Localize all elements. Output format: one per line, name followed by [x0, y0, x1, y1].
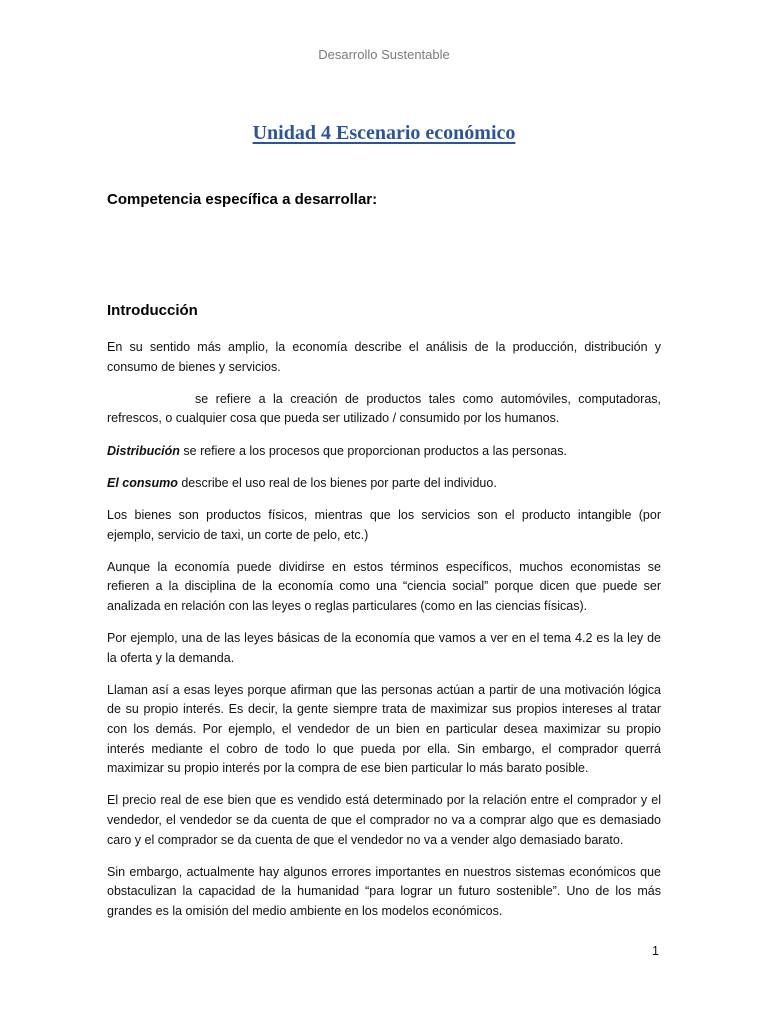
body-text — [107, 338, 661, 934]
paragraph-8: Llaman así a esas leyes porque afirman que las personas actúan a partir de una motivación lógica de su propio interés. Es decir, la gente siempre trata de maximizar sus propios intereses al tratar con los demás. Por ejemplo, el vendedor de un bien en particular desea maximizar su propio interés mediante el cobro de todo lo que pueda por ella. Sin embargo, el comprador querrá maximizar su propio interés por la compra de ese bien particular lo más barato posible. — [107, 682, 661, 776]
paragraph-2-text: se refiere a la creación de productos tales como automóviles, computadoras, refrescos, o cualquier cosa que pueda ser utilizado / consumido por los humanos. — [107, 391, 661, 426]
term-distribucion: Distribución — [107, 443, 180, 458]
paragraph-7: Por ejemplo, una de las leyes básicas de la economía que vamos a ver en el tema 4.2 es la ley de la oferta y la demanda. — [107, 631, 661, 665]
heading-competencia: Competencia específica a desarrollar: — [107, 191, 378, 208]
document-title: Unidad 4 Escenario económico — [252, 122, 516, 144]
paragraph-4-text: describe el uso real de los bienes por parte del individuo. — [177, 475, 497, 490]
paragraph-6: Aunque la economía puede dividirse en estos términos específicos, muchos economistas se refieren a la disciplina de la economía como una “ciencia social” porque dicen que puede ser analizada en relación con las leyes o reglas particulares (como en las ciencias físicas). — [107, 559, 661, 613]
running-header: Desarrollo Sustentable — [318, 47, 450, 62]
paragraph-2 — [107, 390, 661, 429]
paragraph-1: En su sentido más amplio, la economía describe el análisis de la producción, distribución y consumo de bienes y servicios. — [107, 340, 661, 374]
heading-introduccion: Introducción — [107, 302, 198, 319]
paragraph-4 — [107, 474, 661, 494]
paragraph-9: El precio real de ese bien que es vendido está determinado por la relación entre el comprador y el vendedor, el vendedor se da cuenta de que el comprador no va a comprar algo que es demasiado caro y el comprador se da cuenta de que el vendedor no va a vender algo demasiado barato. — [107, 793, 661, 847]
paragraph-5: Los bienes son productos físicos, mientras que los servicios son el producto intangible (por ejemplo, servicio de taxi, un corte de pelo, etc.) — [107, 507, 661, 542]
paragraph-10: Sin embargo, actualmente hay algunos errores importantes en nuestros sistemas económicos que obstaculizan la capacidad de la humanidad “para lograr un futuro sostenible”. Uno de los más grandes es la omisión del medio ambiente en los modelos económicos. — [107, 864, 661, 918]
term-consumo: El consumo — [107, 475, 178, 490]
paragraph-3-text: se refiere a los procesos que proporcionan productos a las personas. — [179, 443, 567, 458]
paragraph-3 — [107, 442, 661, 462]
page-number: 1 — [652, 944, 659, 958]
